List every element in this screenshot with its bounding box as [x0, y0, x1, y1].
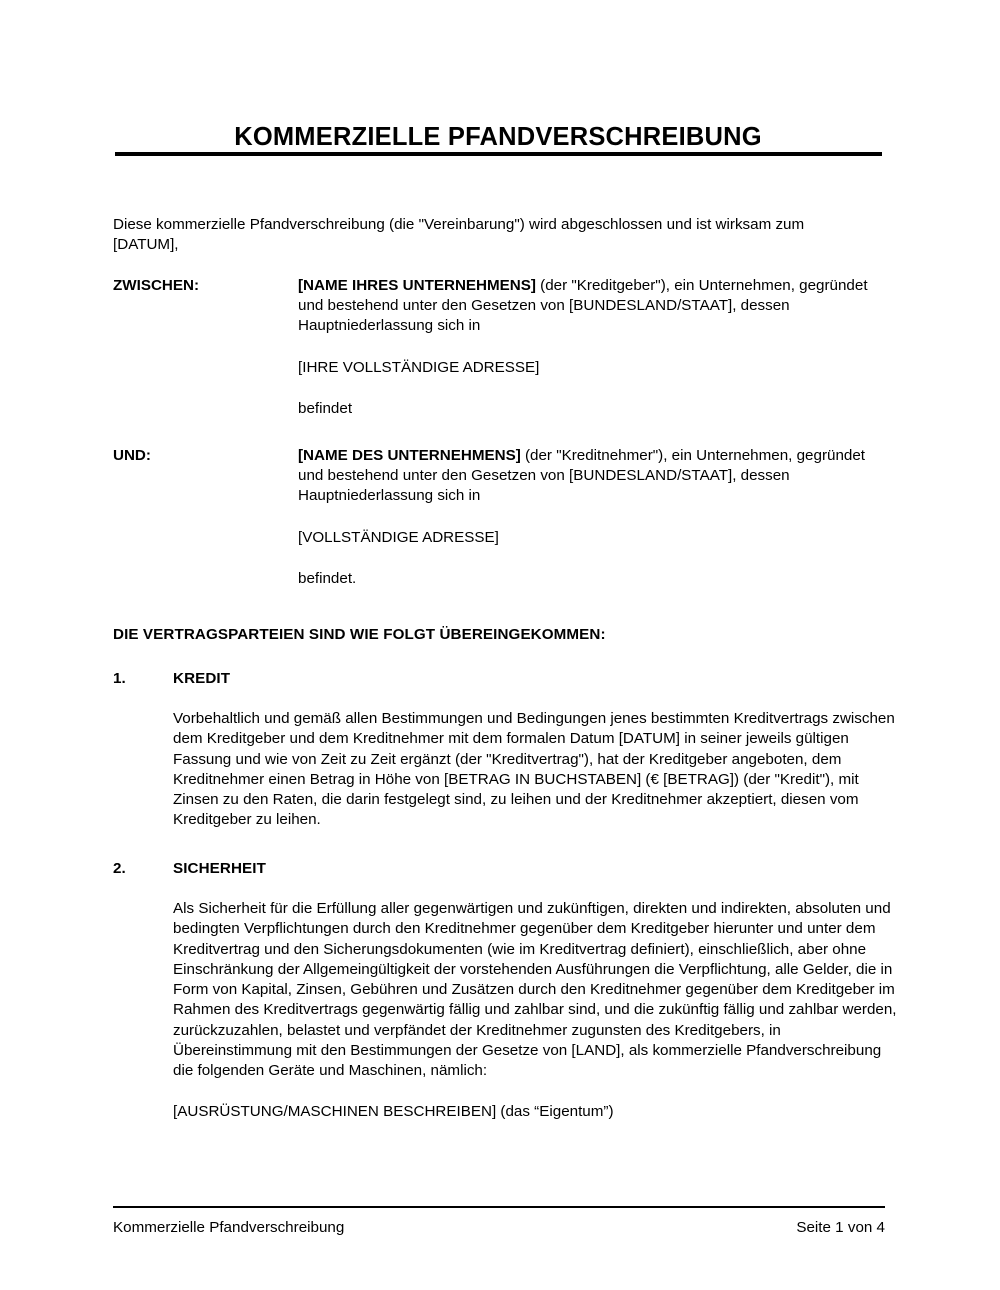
agreement-heading: DIE VERTRAGSPARTEIEN SIND WIE FOLGT ÜBEREINGEKOMMEN:	[113, 625, 606, 643]
party-body-lender	[298, 276, 883, 419]
party-lead-lender	[298, 276, 883, 337]
intro-paragraph: Diese kommerzielle Pfandverschreibung (die "Vereinbarung") wird abgeschlossen und ist wirksam zum [DATUM],	[113, 216, 805, 254]
party-label-lender: ZWISCHEN:	[113, 277, 200, 294]
party-body-borrower	[298, 446, 883, 589]
page-title: KOMMERZIELLE PFANDVERSCHREIBUNG	[234, 123, 762, 152]
footer-page-number: Seite 1 von 4	[796, 1219, 885, 1236]
page-footer	[113, 1217, 885, 1238]
party-located-lender: befindet	[298, 399, 353, 417]
party-block-lender	[113, 276, 883, 419]
clause-text-2	[173, 899, 900, 1122]
party-label-borrower: UND:	[113, 447, 151, 464]
party-description-lender: (der "Kreditgeber"), ein Unternehmen, gegründet und bestehend unter den Gesetzen von [BUNDESLAND/STAAT], dessen Hauptniederlassung sich in	[298, 277, 868, 335]
footer-document-name: Kommerzielle Pfandverschreibung	[113, 1219, 345, 1236]
clause-property-2: [AUSRÜSTUNG/MASCHINEN BESCHREIBEN] (das “Eigentum”)	[173, 1103, 614, 1121]
clause-sicherheit	[113, 859, 900, 1122]
party-name-lender: [NAME IHRES UNTERNEHMENS]	[298, 277, 536, 294]
party-located-borrower: befindet.	[298, 569, 357, 587]
clause-number-2: 2.	[113, 860, 126, 877]
party-block-borrower	[113, 446, 883, 589]
clause-text-1: Vorbehaltlich und gemäß allen Bestimmungen und Bedingungen jenes bestimmten Kreditvertrags zwischen dem Kreditgeber und dem Kreditnehmer mit dem formalen Datum [DATUM] in seiner jeweils gültigen Fassung und wie von Zeit zu Zeit ergänzt (der "Kreditvertrag"), hat der Kreditgeber angeboten, dem Kreditnehmer einen Betrag in Höhe von [BETRAG IN BUCHSTABEN] (€ [BETRAG]) (der "Kredit"), mit Zinsen zu den Raten, die darin festgelegt sind, zu leihen und der Kreditnehmer akzeptiert, diesen vom Kreditgeber zu leihen.	[173, 710, 895, 829]
party-description-borrower: (der "Kreditnehmer"), ein Unternehmen, gegründet und bestehend unter den Gesetzen von [BUNDESLAND/STAAT], dessen Hauptniederlassung sich in	[298, 447, 866, 505]
footer-divider	[113, 1206, 885, 1208]
party-lead-borrower	[298, 446, 883, 507]
party-address-lender: [IHRE VOLLSTÄNDIGE ADRESSE]	[298, 358, 540, 376]
party-name-borrower: [NAME DES UNTERNEHMENS]	[298, 447, 521, 464]
clause-kredit	[113, 669, 900, 831]
clause-body-2: Als Sicherheit für die Erfüllung aller gegenwärtigen und zukünftigen, direkten und indirekten, absoluten und bedingten Verpflichtungen durch den Kreditnehmer gegenüber dem Kreditgeber hierunter und unter dem Kreditvertrag und den Sicherungsdokumenten (wie im Kreditvertrag definiert), einschließlich, aber ohne Einschränkung der Allgemeingültigkeit der vorstehenden Ausführungen die Verpflichtung, alle Gelder, die in Form von Kapital, Zinsen, Gebühren und Zusätzen durch den Kreditnehmer gegenüber dem Kreditgeber im Rahmen des Kreditvertrags gegenwärtig fällig und zahlbar sind, und die zukünftig fällig und zahlbar werden, zurückzuzahlen, belastet und verpfändet der Kreditnehmer zugunsten des Kreditgebers, in Übereinstimmung mit den Bestimmungen der Gesetze von [LAND], als kommerzielle Pfandverschreibung die folgenden Geräte und Maschinen, nämlich:	[173, 900, 897, 1079]
clause-number-1: 1.	[113, 670, 126, 687]
party-address-borrower: [VOLLSTÄNDIGE ADRESSE]	[298, 528, 499, 546]
clause-heading-1: KREDIT	[173, 670, 231, 687]
clause-heading-2: SICHERHEIT	[173, 860, 266, 877]
title-divider	[115, 152, 882, 156]
